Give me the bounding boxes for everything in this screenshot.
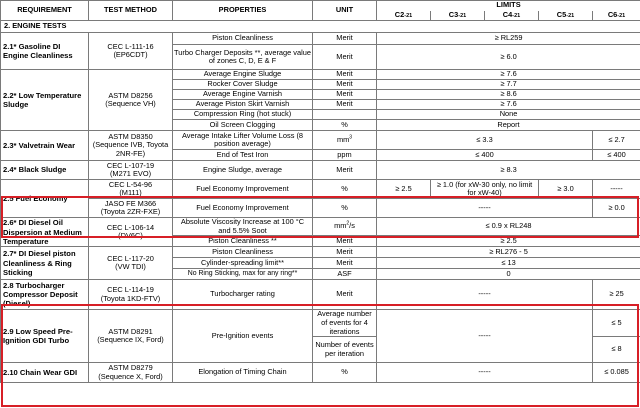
limit-cell: ----- (377, 363, 593, 383)
prop-cell: Fuel Economy Improvement (173, 180, 313, 199)
method-2-10: ASTM D8279 (Sequence X, Ford) (89, 363, 173, 383)
limit-cell-c6: ≤ 400 (593, 150, 640, 161)
header-requirement: REQUIREMENT (1, 1, 89, 21)
prop-cell: Elongation of Timing Chain (173, 363, 313, 383)
limit-cell-c6: ≥ 0.0 (593, 199, 640, 218)
method-2-4: CEC L-107-19 (M271 EVO) (89, 161, 173, 180)
unit-cell: Merit (313, 80, 377, 90)
limit-cell-c5: ≥ 3.0 (539, 180, 593, 199)
method-2-5-a: CEC L-54-96 (M111) (89, 180, 173, 199)
header-limits: LIMITS (377, 1, 640, 11)
limit-cell: ≥ 8.6 (377, 90, 640, 100)
limit-cell: ≥ 2.5 (377, 236, 640, 247)
prop-cell: Average Intake Lifter Volume Loss (8 position average) (173, 131, 313, 150)
header-row (1, 1, 640, 11)
req-2-3: 2.3* Valvetrain Wear (1, 131, 89, 161)
limit-cell: ≥ 7.6 (377, 100, 640, 110)
header-col-c4: C4-21 (485, 11, 539, 21)
method-2-6: CEC L-106-14 (DV6C) (89, 218, 173, 247)
req-2-8: 2.8 Turbocharger Compressor Deposit (Diesel) (1, 280, 89, 310)
method-2-1: CEC L-111-16 (EP6CDT) (89, 33, 173, 70)
limit-cell-c6: ≤ 0.085 (593, 363, 640, 383)
limit-cell: 0 (377, 269, 640, 280)
section-row (1, 21, 640, 33)
limit-cell: ----- (377, 199, 593, 218)
limit-cell-c6: ≤ 8 (593, 337, 640, 363)
unit-cell: Number of events per iteration (313, 337, 377, 363)
limit-cell-c6: ≤ 5 (593, 310, 640, 337)
method-2-8: CEC L-114-19 (Toyota 1KD-FTV) (89, 280, 173, 310)
limit-cell: ≥ 7.7 (377, 80, 640, 90)
unit-cell: ASF (313, 269, 377, 280)
table-row (1, 247, 640, 258)
prop-cell: Piston Cleanliness (173, 247, 313, 258)
method-2-9: ASTM D8291 (Sequence IX, Ford) (89, 310, 173, 363)
method-2-3: ASTM D8350 (Sequence IVB, Toyota 2NR-FE) (89, 131, 173, 161)
prop-cell: No Ring Sticking, max for any ring** (173, 269, 313, 280)
unit-cell: Merit (313, 70, 377, 80)
prop-cell: Average Piston Skirt Varnish (173, 100, 313, 110)
req-2-6: 2.6* DI Diesel Oil Dispersion at Medium Temperature (1, 218, 89, 247)
prop-cell: Oil Screen Clogging (173, 120, 313, 131)
unit-cell: Merit (313, 161, 377, 180)
req-2-2: 2.2* Low Temperature Sludge (1, 70, 89, 131)
method-2-7: CEC L-117-20 (VW TDI) (89, 247, 173, 280)
unit-cell: Merit (313, 258, 377, 269)
unit-cell: Merit (313, 45, 377, 70)
prop-cell: Turbocharger rating (173, 280, 313, 310)
req-2-5: 2.5 Fuel Economy (1, 180, 89, 218)
req-2-10: 2.10 Chain Wear GDI (1, 363, 89, 383)
unit-cell: Merit (313, 100, 377, 110)
prop-cell: Fuel Economy Improvement (173, 199, 313, 218)
prop-cell: Cylinder-spreading limit** (173, 258, 313, 269)
prop-cell: Turbo Charger Deposits **, average value of zones C, D, E & F (173, 45, 313, 70)
prop-cell: Average Engine Sludge (173, 70, 313, 80)
header-col-c2: C2-21 (377, 11, 431, 21)
req-2-1: 2.1* Gasoline DI Engine Cleanliness (1, 33, 89, 70)
unit-cell: $mm^3$ (313, 131, 377, 150)
method-2-5-b: JASO FE M366 (Toyota 2ZR-FXE) (89, 199, 173, 218)
unit-cell: % (313, 363, 377, 383)
prop-cell: Engine Sludge, average (173, 161, 313, 180)
prop-cell: Piston Cleanliness ** (173, 236, 313, 247)
req-2-4: 2.4* Black Sludge (1, 161, 89, 180)
unit-cell: Average number of events for 4 iterations (313, 310, 377, 337)
header-col-c3: C3-21 (431, 11, 485, 21)
limit-cell: None (377, 110, 640, 120)
header-unit: UNIT (313, 1, 377, 21)
unit-cell: % (313, 199, 377, 218)
limit-cell-c3-c4: ≥ 1.0 (for xW-30 only, no limit for xW-40) (431, 180, 539, 199)
limit-cell: ≤ 0.9 x RL248 (377, 218, 640, 236)
limit-cell: ≥ RL276 - 5 (377, 247, 640, 258)
limit-cell: ≤ 13 (377, 258, 640, 269)
limit-cell: ----- (377, 310, 593, 363)
limit-cell: ----- (377, 280, 593, 310)
table-row (1, 131, 640, 150)
prop-cell: Absolute Viscosity Increase at 100 °C and 5.5% Soot (173, 218, 313, 236)
limit-cell-c6: ----- (593, 180, 640, 199)
limit-cell: ≥ 7.6 (377, 70, 640, 80)
method-2-2: ASTM D8256 (Sequence VH) (89, 70, 173, 131)
unit-cell: % (313, 180, 377, 199)
limit-cell-c2: ≥ 2.5 (377, 180, 431, 199)
header-test-method: TEST METHOD (89, 1, 173, 21)
unit-cell: Merit (313, 280, 377, 310)
unit-cell (313, 110, 377, 120)
table-row (1, 199, 640, 218)
unit-cell: % (313, 120, 377, 131)
limit-cell-c6: ≥ 25 (593, 280, 640, 310)
unit-cell: ppm (313, 150, 377, 161)
unit-cell: Merit (313, 90, 377, 100)
limit-cell: ≥ 6.0 (377, 45, 640, 70)
limit-cell: Report (377, 120, 640, 131)
section-title: 2. ENGINE TESTS (1, 21, 640, 33)
table-row (1, 70, 640, 80)
header-properties: PROPERTIES (173, 1, 313, 21)
unit-cell: Merit (313, 33, 377, 45)
table-row (1, 310, 640, 337)
prop-cell: Pre-Ignition events (173, 310, 313, 363)
unit-cell: Merit (313, 236, 377, 247)
prop-cell: Compression Ring (hot stuck) (173, 110, 313, 120)
prop-cell: Average Engine Varnish (173, 90, 313, 100)
table-row (1, 218, 640, 236)
table-row (1, 180, 640, 199)
limit-cell: ≤ 3.3 (377, 131, 593, 150)
unit-cell: $mm^2/s$ (313, 218, 377, 236)
prop-cell: Piston Cleanliness (173, 33, 313, 45)
prop-cell: End of Test Iron (173, 150, 313, 161)
req-2-7: 2.7* DI Diesel piston Cleanliness & Ring Sticking (1, 247, 89, 280)
table-row (1, 363, 640, 383)
limit-cell: ≥ RL259 (377, 33, 640, 45)
req-2-9: 2.9 Low Speed Pre-Ignition GDI Turbo (1, 310, 89, 363)
limit-cell-c6: ≤ 2.7 (593, 131, 640, 150)
limit-cell: ≥ 8.3 (377, 161, 640, 180)
limit-cell: ≤ 400 (377, 150, 593, 161)
table-row (1, 161, 640, 180)
header-col-c6: C6-21 (593, 11, 640, 21)
header-col-c5: C5-21 (539, 11, 593, 21)
prop-cell: Rocker Cover Sludge (173, 80, 313, 90)
unit-cell: Merit (313, 247, 377, 258)
table-row (1, 280, 640, 310)
table-row (1, 33, 640, 45)
